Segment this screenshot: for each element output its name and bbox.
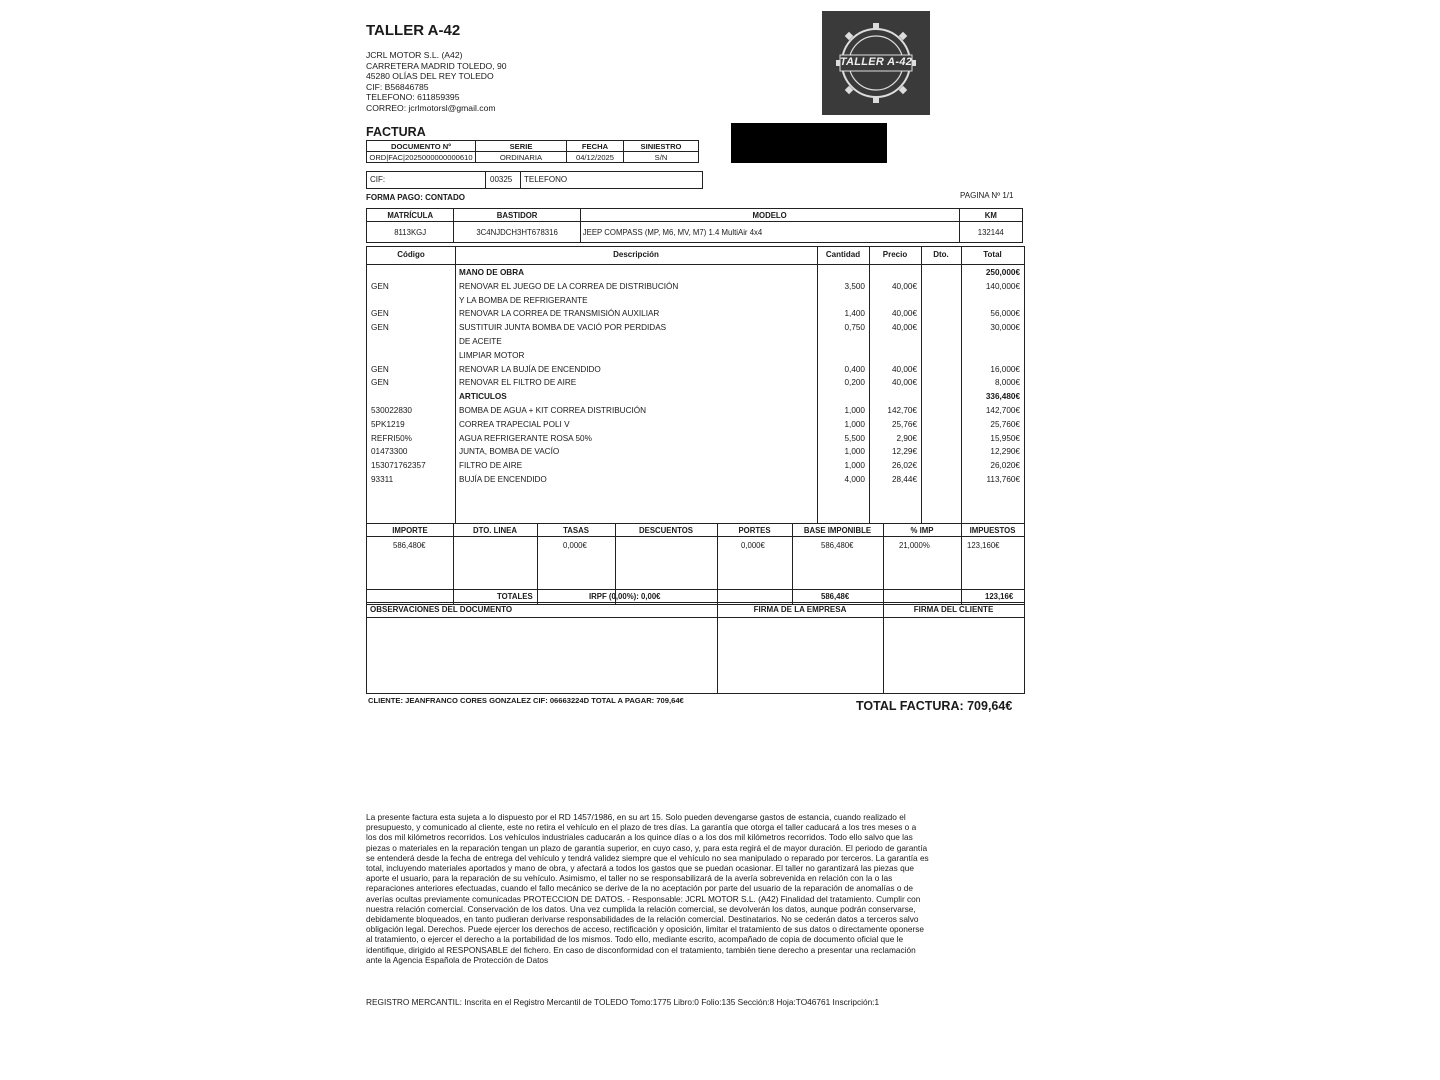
item-total: 26,020€ [990,461,1020,471]
company-logo [822,11,930,115]
legal-line: los dos mil kilómetros recorridos. Los vehículos industriales caducarán a los quince días o a los dos mil kilómetros recorridos. Todo ello salvo que las [366,832,913,843]
item-row [367,351,1024,364]
item-quantity: 1,000 [844,406,865,415]
item-total: 15,950€ [990,433,1020,443]
item-description: JUNTA, BOMBA DE VACÍO [459,447,560,457]
item-total: 16,000€ [990,364,1020,374]
client-summary: CLIENTE: JEANFRANCO CORES GONZALEZ CIF: 06663224D TOTAL A PAGAR: 709,64€ [368,696,684,705]
legal-line: debidamente bloqueados, en tanto pudieran derivarse responsabilidades de la relación comercial. Destinatarios. No se cederán datos a terceros salvo [366,914,919,925]
item-price: 142,70€ [887,406,917,415]
doc-serie: ORDINARIA [476,152,567,163]
totales-label: TOTALES [497,592,533,601]
item-total: 140,000€ [985,281,1020,291]
doc-serie-label: SERIE [476,141,567,152]
client-code: 00325 [490,175,513,184]
item-description: SUSTITUIR JUNTA BOMBA DE VACIÓ POR PERDIDAS [459,323,667,333]
company-address: CARRETERA MADRID TOLEDO, 90 [366,60,507,71]
company-city: 45280 OLÍAS DEL REY TOLEDO [366,71,494,82]
company-email: CORREO: jcrlmotorsl@gmail.com [366,102,496,113]
legal-line: aporte el usuario, para la reparación de su vehículo. Asimismo, el taller no se responsabilizará de la avería sobrevenida en relación con la o las [366,873,893,884]
item-row [367,365,1024,378]
item-quantity: 3,500 [844,281,865,291]
item-total: 250,000€ [985,268,1020,277]
item-code: GEN [371,378,389,388]
item-description: BOMBA DE AGUA + KIT CORREA DISTRIBUCIÓN [459,406,647,415]
item-quantity: 4,000 [844,475,865,484]
legal-line: se entenderá desde la fecha de entrega del vehículo y tendrá validez siempre que el vehículo no sea manipulado o reparado por terceros. La garantía es [366,852,929,863]
item-total: 30,000€ [990,323,1020,333]
item-description: FILTRO DE AIRE [459,461,523,471]
item-price: 40,00€ [891,323,917,333]
item-row [367,268,1024,281]
item-row [367,461,1024,474]
item-total: 113,760€ [986,475,1020,484]
legal-line: identifique, dirigido al RESPONSABLE del fichero. En caso de disconformidad con el tratamiento, también tiene derecho a presentar una reclamación [366,944,916,955]
item-price: 2,90€ [896,433,917,443]
vehicle-vin: 3C4NJDCH3HT678316 [454,222,580,243]
item-description: LIMPIAR MOTOR [459,350,525,360]
col-dto-header: Dto. [933,250,949,259]
item-code: 93311 [371,475,394,484]
legal-line: nuestra relación comercial. Conservación de los datos. Una vez cumplida la relación comercial, se devolverán los datos, aunque podrán conservarse, [366,903,916,914]
legal-line: piezas o materiales en la reparación tengan un plazo de garantía superior, en cuyo caso, y, para esta regirá el de mayor duración. El periodo de garantía [366,842,928,853]
item-price: 40,00€ [891,378,917,388]
document-heading: FACTURA [366,125,426,139]
item-row [367,420,1024,433]
legal-notice [366,812,1026,965]
vehicle-plate: 8113KGJ [367,222,454,243]
item-row [367,282,1024,295]
item-price: 28,44€ [891,475,917,484]
redacted-block [731,123,887,163]
legal-line: presupuesto, y comunicado al cliente, este no retira el vehículo en el plazo de tres días. La garantía que otorga el taller caducará a los tres meses o a [366,822,917,833]
base-imponible-value: 586,480€ [821,541,854,550]
legal-line: ante la Agencia Española de Protección de Datos [366,954,549,965]
legal-line: La presente factura esta sujeta a lo dispuesto por el RD 1457/1986, en su art 15. Solo pueden devengarse gastos de estancia, cuando realizado el [366,812,906,822]
company-title: TALLER A-42 [366,22,461,39]
item-row [367,378,1024,391]
logo-text: TALLER A-42 [839,56,913,68]
item-quantity: 1,000 [844,419,865,429]
company-name: JCRL MOTOR S.L. (A42) [366,50,463,60]
legal-line: reparaciones anteriores efectuadas, cuando el fallo mecánico se derive de la no aceptación por parte del usuario de la reparación de anomalías o de [366,883,914,894]
item-row [367,296,1024,309]
item-price: 40,00€ [891,309,917,319]
col-desc-header: Descripción [613,250,659,259]
doc-siniestro-label: SINIESTRO [624,141,699,152]
tasas-value: 0,000€ [563,541,587,550]
item-code: REFRI50% [371,433,412,443]
item-code: GEN [371,281,389,291]
item-total: 336,480€ [985,392,1020,402]
item-description: RENOVAR LA CORREA DE TRANSMISIÓN AUXILIAR [459,309,660,319]
item-row [367,392,1024,405]
item-total: 25,760€ [990,419,1020,429]
item-description: AGUA REFRIGERANTE ROSA 50% [459,433,592,443]
item-row [367,447,1024,460]
doc-number: ORD|FAC|2025000000000610 [367,152,476,163]
dto-linea-label: DTO. LINEA [472,526,518,535]
portes-label: PORTES [738,526,771,535]
vehicle-km-label: KM [959,209,1022,222]
doc-date: 04/12/2025 [567,152,624,163]
client-cif-label: CIF: [370,175,386,184]
item-quantity: 1,000 [844,461,865,471]
importe-value: 586,480€ [393,541,426,550]
item-description: RENOVAR LA BUJÍA DE ENCENDIDO [459,364,601,374]
impuestos-value: 123,160€ [967,541,1000,550]
item-code: GEN [371,323,389,333]
base-imponible-label: BASE IMPONIBLE [803,526,872,535]
items-header [367,247,1024,265]
item-row [367,337,1024,350]
item-quantity: 1,400 [844,309,865,319]
item-code: 01473300 [371,447,408,457]
mercantile-registry: REGISTRO MERCANTIL: Inscrita en el Registro Mercantil de TOLEDO Tomo:1775 Libro:0 Folio:135 Sección:8 Hoja:TO46761 Inscripción:1 [366,997,880,1007]
item-row [367,323,1024,336]
item-quantity: 0,200 [844,378,865,388]
firma-cliente-label: FIRMA DEL CLIENTE [913,605,994,614]
irpf-value: IRPF (0,00%): 0,00€ [589,592,661,601]
totals-table [366,523,1025,605]
vehicle-model: JEEP COMPASS (MP, M6, MV, M7) 1.4 MultiAir 4x4 [580,222,959,243]
item-description: BUJÍA DE ENCENDIDO [459,475,547,484]
legal-line: total, incluyendo materiales aportados y mano de obra, y afectará a todos los gastos que se puedan ocasionar. El taller no garantizará las piezas que [366,863,914,874]
item-description: RENOVAR EL FILTRO DE AIRE [459,378,577,388]
vehicle-plate-label: MATRÍCULA [367,209,454,222]
pct-imp-value: 21,000% [899,541,930,550]
item-quantity: 1,000 [844,447,865,457]
company-info [366,50,507,114]
item-code: GEN [371,309,389,319]
portes-value: 0,000€ [741,541,765,550]
item-description: CORREA TRAPECIAL POLI V [459,419,570,429]
total-base-value: 586,48€ [821,592,850,601]
item-description: MANO DE OBRA [459,268,525,277]
vehicle-model-label: MODELO [580,209,959,222]
document-info-table [366,140,699,163]
vehicle-vin-label: BASTIDOR [454,209,580,222]
firma-empresa-label: FIRMA DE LA EMPRESA [753,605,847,614]
item-description: Y LA BOMBA DE REFRIGERANTE [459,295,588,305]
doc-date-label: FECHA [567,141,624,152]
item-row [367,309,1024,322]
item-code: 5PK1219 [371,419,405,429]
item-code: 153071762357 [371,461,426,471]
company-cif: CIF: B56846785 [366,81,429,92]
vehicle-km: 132144 [959,222,1022,243]
item-quantity: 0,400 [844,364,865,374]
company-phone: TELEFONO: 611859395 [366,92,460,103]
item-price: 40,00€ [891,281,917,291]
legal-line: averías ocultas previamente comunicadas PROTECCION DE DATOS. - Responsable: JCRL MOTOR S.L. (A42) Finalidad del tratamiento. Cumplir con [366,893,921,904]
item-total: 12,290€ [990,447,1020,457]
item-price: 12,29€ [891,447,917,457]
total-impuestos-value: 123,16€ [985,592,1014,601]
invoice-total: TOTAL FACTURA: 709,64€ [856,699,1013,713]
doc-number-label: DOCUMENTO Nº [367,141,476,152]
pct-imp-label: % IMP [910,526,934,535]
item-quantity: 0,750 [844,323,865,333]
vehicle-table [366,208,1023,243]
tasas-label: TASAS [563,526,589,535]
impuestos-label: IMPUESTOS [969,526,1016,535]
item-total: 56,000€ [990,309,1020,319]
client-id-box [366,171,703,189]
item-code: 530022830 [371,406,412,415]
item-total: 142,700€ [985,406,1020,415]
item-row [367,434,1024,447]
item-description: RENOVAR EL JUEGO DE LA CORREA DE DISTRIBUCIÓN [459,281,679,291]
observaciones-label: OBSERVACIONES DEL DOCUMENTO [370,605,513,614]
item-quantity: 5,500 [844,433,865,443]
item-price: 40,00€ [891,364,917,374]
doc-siniestro: S/N [624,152,699,163]
importe-label: IMPORTE [392,526,428,535]
signatures-section [366,602,1025,694]
payment-method: FORMA PAGO: CONTADO [366,193,465,202]
item-code: GEN [371,364,389,374]
col-qty-header: Cantidad [825,250,861,259]
item-row [367,475,1024,488]
legal-line: al tratamiento, o ejercer el derecho a la portabilidad de los mismos. Todo ello, mediante escrito, acompañado de copia de documento oficial que le [366,934,904,945]
col-price-header: Precio [882,250,908,259]
item-description: ARTICULOS [459,392,507,402]
col-code-header: Código [397,250,425,259]
items-table [366,246,1025,524]
item-row [367,406,1024,419]
descuentos-label: DESCUENTOS [638,526,693,535]
col-total-header: Total [983,250,1002,259]
item-price: 25,76€ [891,419,917,429]
legal-line: obligación legal. Derechos. Puede ejercer los derechos de acceso, rectificación y oposición, limitar el tratamiento de sus datos o directamente oponerse [366,924,925,935]
page-number: PAGINA Nº 1/1 [960,191,1014,200]
item-description: DE ACEITE [459,337,502,346]
client-phone-label: TELEFONO [524,175,568,184]
item-price: 26,02€ [891,461,917,471]
item-total: 8,000€ [994,378,1020,388]
